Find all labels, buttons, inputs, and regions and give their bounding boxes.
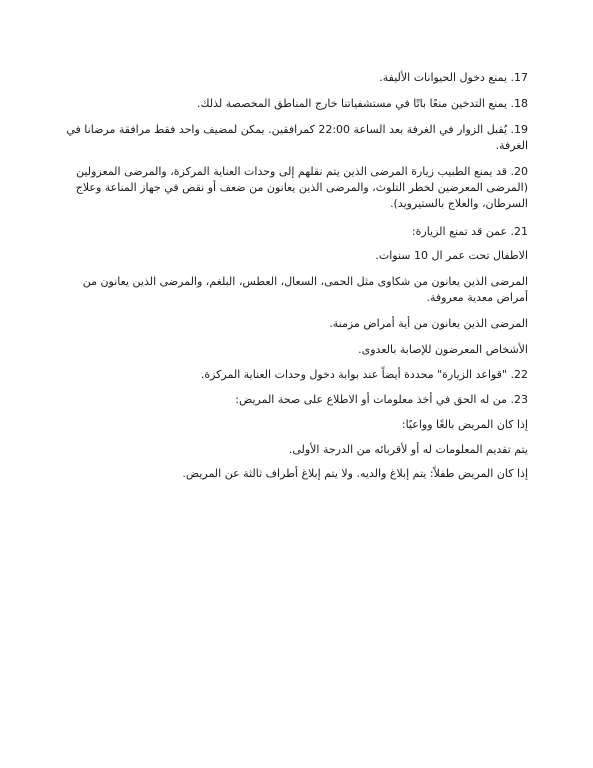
- rule-23: 23. من له الحق في أخذ معلومات أو الاطلاع على صحة المريض:: [235, 393, 528, 406]
- restriction-symptomatic-patients: المرضى الذين يعانون من شكاوى مثل الحمى، السعال، العطس، البلغم، والمرضى الذين يعانون من أمراض معدية معروفة.: [82, 275, 528, 304]
- restriction-infection-risk: الأشخاص المعرضون للإصابة بالعدوى.: [358, 343, 528, 356]
- rule-22: 22. "قواعد الزيارة" محددة أيضاً عند بوابة دخول وحدات العناية المركزة.: [200, 368, 528, 381]
- restriction-children: الاطفال تحت عمر ال 10 سنوات.: [375, 249, 528, 262]
- rule-19: 19. يُقبل الزوار في الغرفة بعد الساعة 22:00 كمرافقين. يمكن لمضيف واحد فقط مرافقة مرضانا في الغرفة.: [66, 123, 528, 152]
- rule-21: 21. عمن قد تمنع الزيارة:: [411, 225, 528, 238]
- restriction-chronic-patients: المرضى الذين يعانون من أية أمراض مزمنة.: [329, 317, 528, 330]
- adult-patient-heading: إذا كان المريض بالغًا وواعيًا:: [401, 418, 528, 431]
- rule-18: 18. يمنع التدخين منعًا باتًا في مستشفياتنا خارج المناطق المخصصة لذلك.: [197, 97, 528, 110]
- child-patient-info: إذا كان المريض طفلاً: يتم إبلاغ والديه. ولا يتم إبلاغ أطراف ثالثة عن المريض.: [182, 467, 528, 480]
- rule-20: 20. قد يمنع الطبيب زيارة المرضى الذين يتم نقلهم إلى وحدات العناية المركزة، والمرضى المعزولين (المرضى المعرضين لخطر التلوث، والمرضى الذين يعانون من ضعف أو نقص في جهاز المناعة وعلاج السرطان، والعلاج بالستيرويد).: [75, 165, 528, 210]
- rule-17: 17. يمنع دخول الحيوانات الأليفة.: [379, 71, 528, 84]
- adult-patient-info: يتم تقديم المعلومات له أو لأقربائه من الدرجة الأولى.: [288, 443, 528, 456]
